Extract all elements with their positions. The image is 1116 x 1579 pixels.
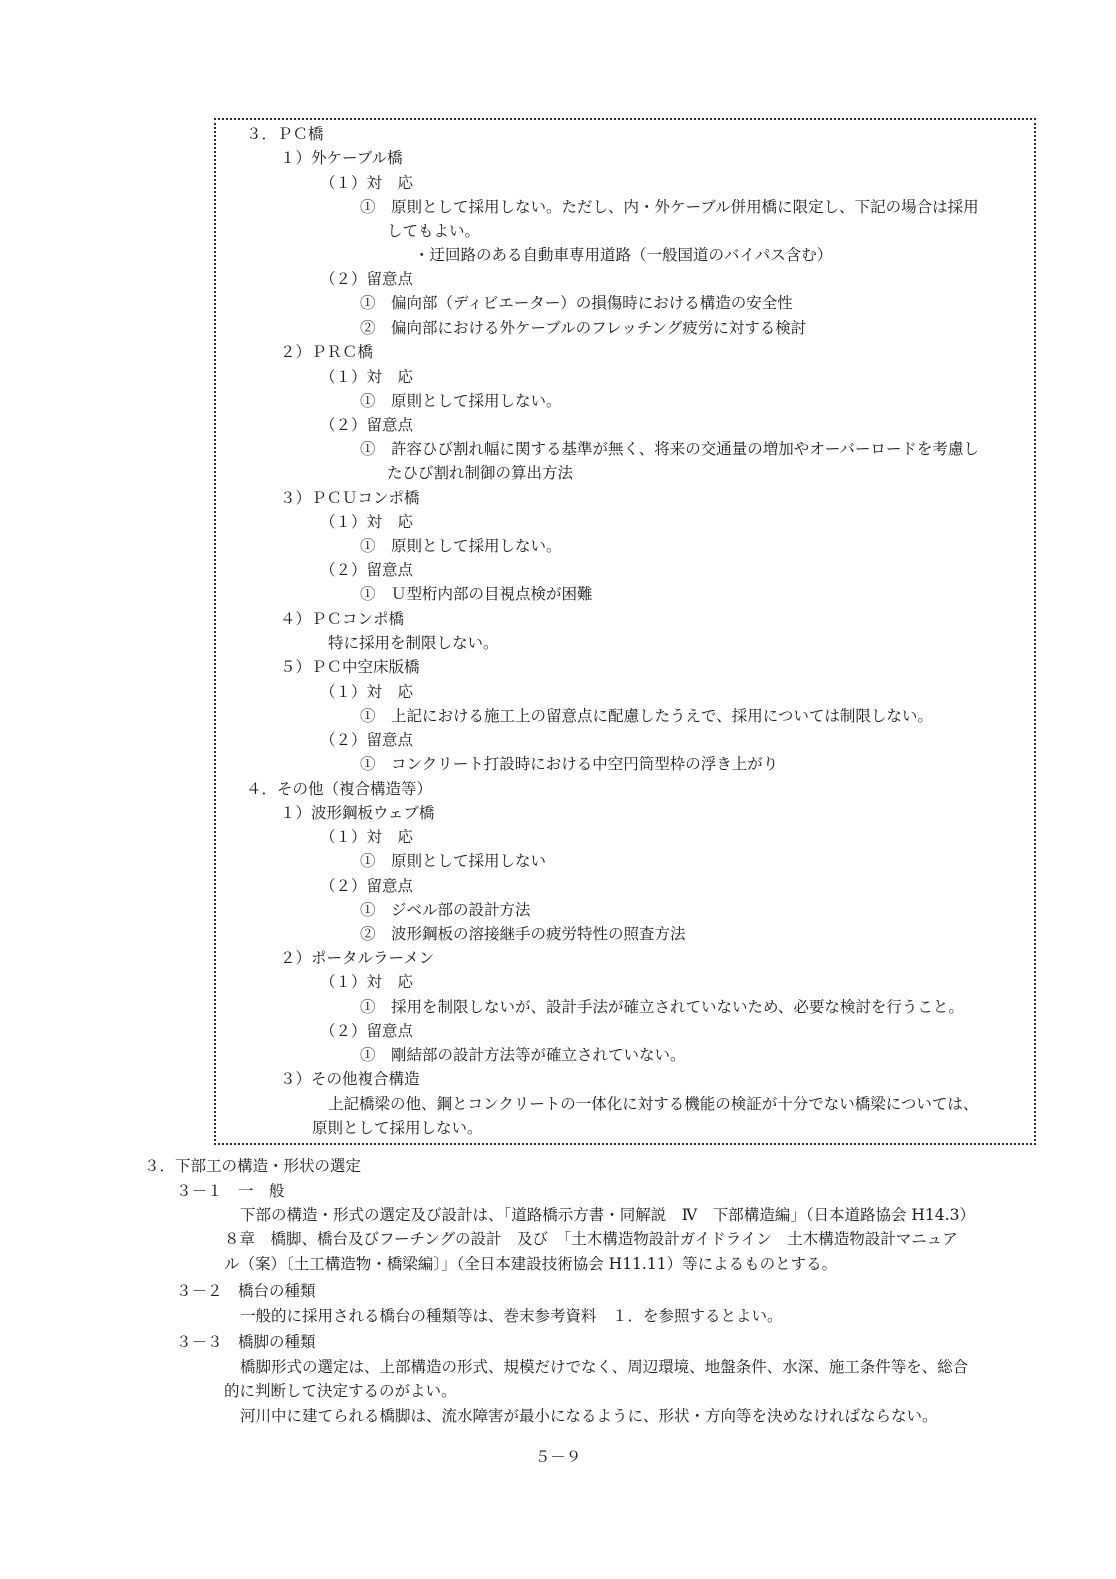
item-notes: （２）留意点	[320, 877, 414, 895]
item-text: ① 偏向部（ディビエーター）の損傷時における構造の安全性	[360, 294, 793, 312]
item-text: ① 採用を制限しないが、設計手法が確立されていないため、必要な検討を行うこと。	[360, 998, 964, 1016]
bullet-text: ・迂回路のある自動車専用道路（一般国道のバイパス含む）	[414, 246, 833, 264]
heading-pc-bridge: ３．ＰＣ橋	[246, 125, 324, 143]
paragraph-text: 特に採用を制限しない。	[328, 634, 499, 652]
paragraph-text: 上記橋梁の他、鋼とコンクリートの一体化に対する機能の検証が十分でない橋梁については、	[328, 1095, 979, 1113]
heading-substructure-selection: ３．下部工の構造・形状の選定	[144, 1157, 362, 1175]
item-notes: （２）留意点	[320, 416, 414, 434]
item-response: （１）対 応	[320, 973, 414, 991]
subheading-pc-hollow-slab-bridge: ５）ＰＣ中空床版橋	[280, 658, 420, 676]
subheading-prc-bridge: ２）ＰＲＣ橋	[280, 343, 374, 361]
item-response: （１）対 応	[320, 174, 414, 192]
item-notes: （２）留意点	[320, 1022, 414, 1040]
item-text: ① 上記における施工上の留意点に配慮したうえで、採用については制限しない。	[360, 707, 933, 725]
item-text: ② 偏向部における外ケーブルのフレッチング疲労に対する検討	[360, 319, 807, 337]
heading-other-composite: ４．その他（複合構造等）	[246, 780, 433, 798]
item-response: （１）対 応	[320, 683, 414, 701]
item-text: ② 波形鋼板の溶接継手の疲労特性の照査方法	[360, 925, 686, 943]
subheading-portal-rahmen: ２）ポータルラーメン	[280, 949, 435, 967]
item-notes: （２）留意点	[320, 561, 414, 579]
subheading-pc-compo-bridge: ４）ＰＣコンポ橋	[280, 610, 405, 628]
item-text: ① 許容ひび割れ幅に関する基準が無く、将来の交通量の増加やオーバーロードを考慮し	[360, 440, 979, 458]
item-text: ① 原則として採用しない。	[360, 392, 562, 410]
subheading-external-cable-bridge: １）外ケーブル橋	[280, 149, 403, 167]
paragraph-text: 橋脚形式の選定は、上部構造の形式、規模だけでなく、周辺環境、地盤条件、水深、施工条件等を、総合	[240, 1358, 969, 1376]
subheading-pcu-compo-bridge: ３）ＰＣＵコンポ橋	[280, 489, 420, 507]
item-response: （１）対 応	[320, 368, 414, 386]
item-text: ① Ｕ型桁内部の目視点検が困難	[360, 585, 593, 603]
item-response: （１）対 応	[320, 828, 414, 846]
item-text-continued: たひび割れ制御の算出方法	[387, 464, 574, 482]
subheading-other-composite: ３）その他複合構造	[280, 1070, 420, 1088]
paragraph-text-continued: ８章 橋脚、橋台及びフーチングの設計 及び 「土木構造物設計ガイドライン 土木構造物設計マニュア	[224, 1230, 958, 1248]
item-notes: （２）留意点	[320, 270, 414, 288]
item-notes: （２）留意点	[320, 731, 414, 749]
page-number: ５－９	[534, 1448, 582, 1466]
paragraph-text: 一般的に採用される橋台の種類等は、巻末参考資料 １．を参照するとよい。	[240, 1307, 783, 1325]
item-text: ① コンクリート打設時における中空円筒型枠の浮き上がり	[360, 755, 779, 773]
subheading-corrugated-web-bridge: １）波形鋼板ウェブ橋	[280, 804, 435, 822]
paragraph-text-continued: 原則として採用しない。	[312, 1119, 483, 1137]
item-text: ① ジベル部の設計方法	[360, 901, 531, 919]
paragraph-text-continued: ル（案）〔土工構造物・橋梁編〕」（全日本建設技術協会 H11.11）等によるものとする。	[224, 1255, 838, 1273]
paragraph-text: 河川中に建てられる橋脚は、流水障害が最小になるように、形状・方向等を決めなければならない。	[240, 1407, 938, 1425]
paragraph-text: 下部の構造・形式の選定及び設計は、「道路橋示方書・同解説 Ⅳ 下部構造編」（日本道路協会 H14.3）	[240, 1206, 975, 1224]
subheading-abutment-types: ３－２ 橋台の種類	[176, 1282, 316, 1300]
item-text: ① 原則として採用しない	[360, 852, 547, 870]
subheading-general: ３－１ 一 般	[176, 1182, 285, 1200]
item-text: ① 原則として採用しない。ただし、内・外ケーブル併用橋に限定し、下記の場合は採用	[360, 198, 979, 216]
item-text: ① 原則として採用しない。	[360, 537, 562, 555]
item-text: ① 剛結部の設計方法等が確立されていない。	[360, 1046, 686, 1064]
subheading-pier-types: ３－３ 橋脚の種類	[176, 1333, 316, 1351]
item-text-continued: してもよい。	[387, 222, 481, 240]
paragraph-text-continued: 的に判断して決定するのがよい。	[224, 1382, 457, 1400]
item-response: （１）対 応	[320, 513, 414, 531]
